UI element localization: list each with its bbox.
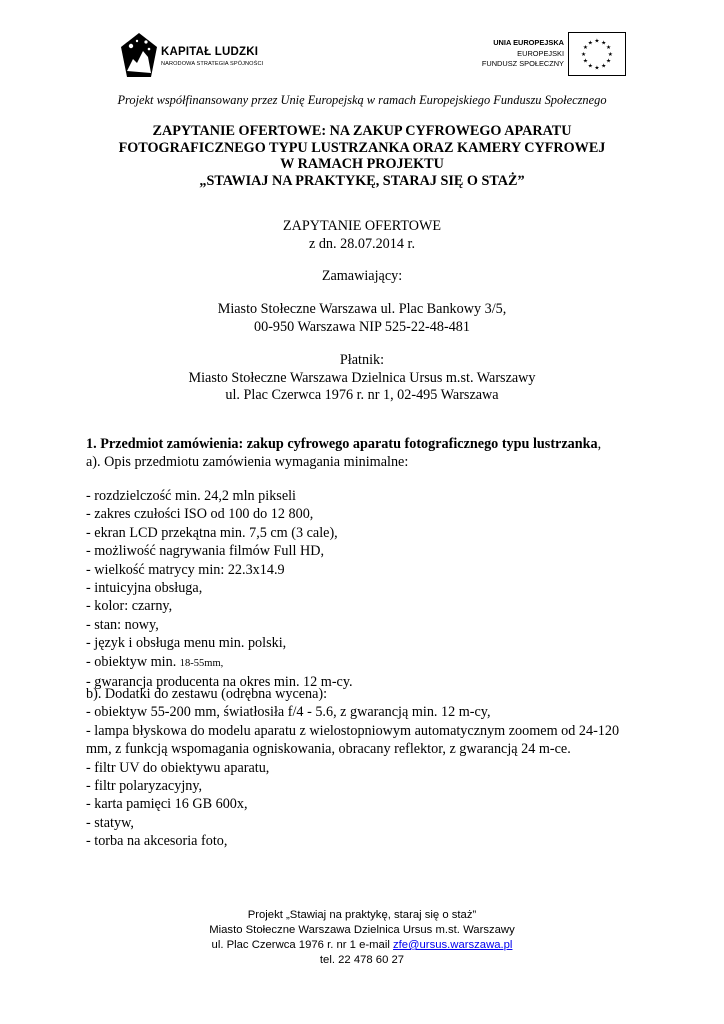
kl-logo-subtitle: NARODOWA STRATEGIA SPÓJNOŚCI (161, 61, 264, 67)
footer-line-3 (0, 938, 724, 953)
inquiry-heading: ZAPYTANIE OFERTOWE (282, 218, 442, 234)
orderer-label (0, 268, 724, 286)
list-item: mm, z funkcją wspomagania ogniskowania, obracany reflektor, z gwarancją 24 m-ce. (86, 741, 571, 758)
eu-star-icon: ★ (587, 63, 593, 70)
page-footer (0, 908, 724, 968)
list-item: - statyw, (86, 814, 134, 831)
eu-star-icon: ★ (605, 58, 612, 65)
eu-star-icon: ★ (605, 45, 612, 52)
list-item-lens (86, 653, 646, 673)
list-item: - filtr polaryzacyjny, (86, 778, 203, 795)
list-item: - karta pamięci 16 GB 600x, (86, 796, 248, 813)
eu-star-icon: ★ (587, 40, 593, 47)
eu-logo-text (482, 38, 564, 70)
cofinancing-tagline: Projekt współfinansowany przez Unię Europejską w ramach Europejskiego Funduszu Społecznego (117, 93, 607, 107)
list-item: - ekran LCD przekątna min. 7,5 cm (3 cale), (86, 524, 338, 541)
orderer-line-2: 00-950 Warszawa NIP 525-22-48-481 (254, 318, 470, 335)
orderer-line-1: Miasto Stołeczne Warszawa ul. Plac Bankowy 3/5, (217, 301, 507, 317)
eu-logo (474, 32, 626, 78)
title-line-3: W RAMACH PROJEKTU (280, 156, 444, 173)
title-line-4: „STAWIAJ NA PRAKTYKĘ, STARAJ SIĘ O STAŻ” (199, 173, 525, 190)
extras-list (86, 685, 646, 851)
eu-star-icon: ★ (601, 63, 607, 70)
list-item: - rozdzielczość min. 24,2 mln pikseli (86, 488, 296, 504)
list-item: - lampa błyskowa do modelu aparatu z wielostopniowym automatycznym zoomem od 24-120 (86, 722, 620, 739)
eu-logo-line1: UNIA EUROPEJSKA (493, 38, 564, 47)
inquiry-date: z dn. 28.07.2014 r. (308, 235, 415, 252)
document-title (0, 123, 724, 190)
kl-logo-title: KAPITAŁ LUDZKI (161, 46, 259, 58)
inquiry-block (0, 218, 724, 253)
eu-star-icon: ★ (607, 51, 613, 58)
list-item: - zakres czułości ISO od 100 do 12 800, (86, 506, 314, 523)
payer-block (0, 352, 724, 405)
eu-star-icon: ★ (582, 58, 589, 65)
eu-star-icon: ★ (582, 45, 589, 52)
lens-prefix: - obiektyw min. (86, 653, 180, 670)
list-item: - kolor: czarny, (86, 598, 173, 615)
eu-flag-icon (568, 32, 626, 76)
payer-line-2: ul. Plac Czerwca 1976 r. nr 1, 02-495 Warszawa (225, 387, 499, 404)
list-item-warranty: - gwarancja producenta na okres min. 12 m-cy. (86, 674, 353, 691)
title-line-1: ZAPYTANIE OFERTOWE: NA ZAKUP CYFROWEGO APARATU (152, 123, 572, 139)
list-item: - język i obsługa menu min. polski, (86, 635, 287, 652)
list-item: - filtr UV do obiektywu aparatu, (86, 759, 270, 776)
footer-email-link[interactable]: zfe@ursus.warszawa.pl (392, 939, 513, 951)
eu-logo-line3: FUNDUSZ SPOŁECZNY (481, 59, 564, 68)
requirements-list (86, 487, 646, 691)
orderer-address (0, 301, 724, 336)
list-item: - wielkość matrycy min: 22.3x14.9 (86, 561, 285, 578)
eu-logo-line2: EUROPEJSKI (517, 48, 564, 58)
lens-value: 18-55mm, (179, 657, 224, 669)
list-item: - obiektyw 55-200 mm, światłosiła f/4 - 5.6, z gwarancją min. 12 m-cy, (86, 704, 491, 721)
list-item: - torba na akcesoria foto, (86, 833, 228, 850)
section-1-heading (86, 435, 646, 453)
section-1 (86, 435, 646, 472)
eu-star-icon: ★ (594, 65, 600, 72)
footer-line-2: Miasto Stołeczne Warszawa Dzielnica Ursus m.st. Warszawy (209, 924, 515, 936)
title-line-2: FOTOGRAFICZNEGO TYPU LUSTRZANKA ORAZ KAMERY CYFROWEJ (118, 139, 606, 156)
section-1-heading-tail: , (597, 436, 602, 452)
list-item: - możliwość nagrywania filmów Full HD, (86, 543, 324, 560)
footer-line-4: tel. 22 478 60 27 (319, 954, 405, 966)
kapital-ludzki-emblem-icon (121, 33, 157, 77)
kapital-ludzki-logo (121, 33, 271, 77)
footer-line-1: Projekt „Stawiaj na praktykę, staraj się o staż” (247, 909, 477, 921)
eu-star-icon: ★ (594, 38, 600, 45)
payer-line-1: Miasto Stołeczne Warszawa Dzielnica Ursus m.st. Warszawy (188, 369, 536, 386)
eu-star-icon: ★ (601, 40, 607, 47)
orderer-label-text: Zamawiający: (321, 268, 403, 284)
payer-label: Płatnik: (339, 352, 385, 368)
section-1a-heading: a). Opis przedmiotu zamówienia wymagania minimalne: (86, 454, 409, 471)
section-1b-heading: b). Dodatki do zestawu (odrębna wycena): (86, 686, 328, 702)
list-item: - stan: nowy, (86, 616, 159, 633)
list-item: - intuicyjna obsługa, (86, 580, 203, 597)
footer-address: ul. Plac Czerwca 1976 r. nr 1 e-mail (211, 939, 393, 951)
section-1-heading-text: 1. Przedmiot zamówienia: zakup cyfrowego aparatu fotograficznego typu lustrzanka (86, 436, 598, 452)
eu-star-icon: ★ (581, 51, 587, 58)
